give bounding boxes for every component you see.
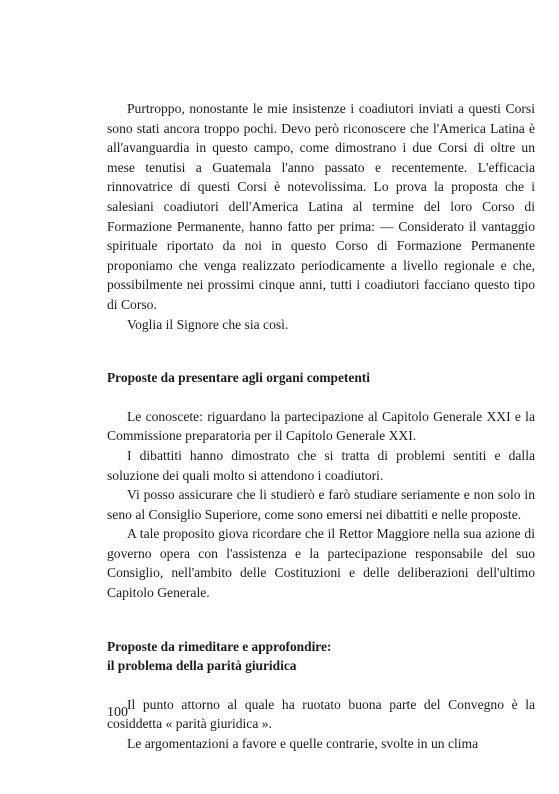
page-number: 100 <box>107 705 128 720</box>
paragraph: Voglia il Signore che sia così. <box>127 316 289 332</box>
paragraph: I dibattiti hanno dimostrato che si tratta di problemi sentiti e dalla soluzione dei quali molto si attendono i coadiutori. <box>107 447 535 483</box>
paragraph: A tale proposito giova ricordare che il Rettor Maggiore nella sua azione di governo opera con l'assistenza e la partecipazione responsabile del suo Consiglio, nell'ambito delle Costituzioni e delle deliberazioni dell'ultimo Capitolo Generale. <box>107 526 535 601</box>
section-3 <box>107 637 535 754</box>
section-heading: Proposte da presentare agli organi competenti <box>107 370 370 386</box>
paragraph: Vi posso assicurare che li studierò e farò studiare seriamente e non solo in seno al Consiglio Superiore, come sono emersi nei dibattiti e nelle proposte. <box>107 487 535 522</box>
paragraph: Purtroppo, nonostante le mie insistenze i coadiutori inviati a questi Corsi sono stati ancora troppo pochi. Devo però riconoscere che l'America Latina è all'avanguardia in questo campo, come dimostrano i due Corsi di oltre un mese tenutisi a Guatemala l'anno passato e recentemente. L'efficacia rinnovatrice di questi Corsi è notevolissima. Lo prova la proposta che i salesiani coadiutori dell'America Latina al termine del loro Corso di Formazione Permanente, hanno fatto per prima: — Considerato il vantaggio spirituale riportato da noi in questo Corso di Formazione Permanente proponiamo che venga realizzato periodicamente a livello regionale e che, possibilmente nei prossimi cinque anni, tutti i coadiutori facciano questo tipo di Corso. <box>107 101 535 312</box>
page-text <box>107 99 535 754</box>
section-heading: il problema della parità giuridica <box>107 658 297 674</box>
section-2 <box>107 368 535 603</box>
paragraph: Le argomentazioni a favore e quelle contrarie, svolte in un clima <box>127 736 479 752</box>
section-1 <box>107 99 535 334</box>
paragraph: Il punto attorno al quale ha ruotato buona parte del Convegno è la cosiddetta « parità giuridica ». <box>107 696 535 732</box>
section-heading: Proposte da rimeditare e approfondire: <box>107 638 332 654</box>
paragraph: Le conoscete: riguardano la partecipazione al Capitolo Generale XXI e la Commissione preparatoria per il Capitolo Generale XXI. <box>107 408 535 444</box>
